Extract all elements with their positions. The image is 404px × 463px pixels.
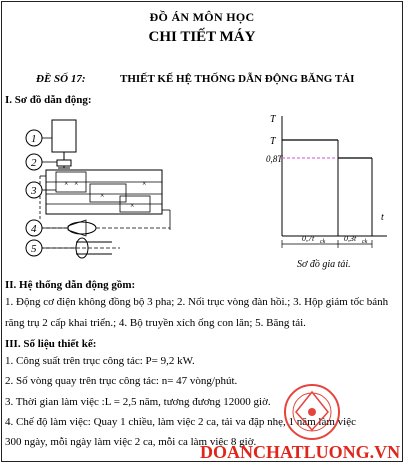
label-seg1-sub: ck <box>320 239 326 245</box>
label-t-top: T <box>270 114 276 125</box>
topic-title: THIẾT KẾ HỆ THỐNG DẪN ĐỘNG BĂNG TẢI <box>120 73 355 85</box>
svg-text:2: 2 <box>31 157 37 169</box>
label-t-mid: T <box>270 136 276 147</box>
watermark-text: DOANCHATLUONG.VN <box>200 442 401 462</box>
spec-line-4: 4. Chế độ làm việc: Quay 1 chiều, làm việc 2 ca, tải va đập nhẹ, 1 năm làm việc <box>5 416 356 428</box>
section-1-heading: I. Sơ đồ dẫn động: <box>5 94 92 106</box>
svg-text:×: × <box>130 201 135 210</box>
header-line-1: ĐỒ ÁN MÔN HỌC <box>149 10 255 24</box>
svg-text:×: × <box>64 179 69 188</box>
svg-text:4: 4 <box>31 223 37 235</box>
spec-line-3: 3. Thời gian làm việc :L = 2,5 năm, tương đương 12000 giờ. <box>5 396 271 408</box>
label-seg2: 0,3t <box>344 234 357 243</box>
section-2-text: 1. Động cơ điện không đồng bộ 3 pha; 2. Nối trục vòng đàn hồi.; 3. Hộp giảm tốc bánh răng trụ 2 cấp khai triển.; 4. Bộ truyền xích ống con lăn; 5. Băng tải. <box>5 296 389 329</box>
section-2-heading: II. Hệ thống dẫn động gồm: <box>5 279 136 291</box>
label-t-axis: t <box>381 212 384 223</box>
topic-number: ĐỀ SỐ 17: <box>36 73 86 85</box>
spec-line-5: 300 ngày, mỗi ngày làm việc 2 ca, mỗi ca làm việc 8 giờ. <box>5 436 257 448</box>
svg-text:5: 5 <box>31 243 37 255</box>
svg-text:×: × <box>100 191 105 200</box>
spec-line-1: 1. Công suất trên trục công tác: P= 9,2 kW. <box>5 355 195 367</box>
section-3-heading: III. Số liệu thiết kế: <box>5 338 97 350</box>
load-diagram-caption: Sơ đồ gia tải. <box>297 259 351 270</box>
svg-text:3: 3 <box>31 185 37 197</box>
label-seg2-sub: ck <box>362 239 368 245</box>
svg-text:1: 1 <box>31 133 37 145</box>
spec-line-2: 2. Số vòng quay trên trục công tác: n= 47 vòng/phút. <box>5 375 238 387</box>
header-line-2: CHI TIẾT MÁY <box>148 29 256 45</box>
label-0-8t: 0,8T <box>266 154 283 164</box>
svg-text:×: × <box>142 179 147 188</box>
label-seg1: 0,7t <box>302 234 315 243</box>
svg-text:×: × <box>74 179 79 188</box>
